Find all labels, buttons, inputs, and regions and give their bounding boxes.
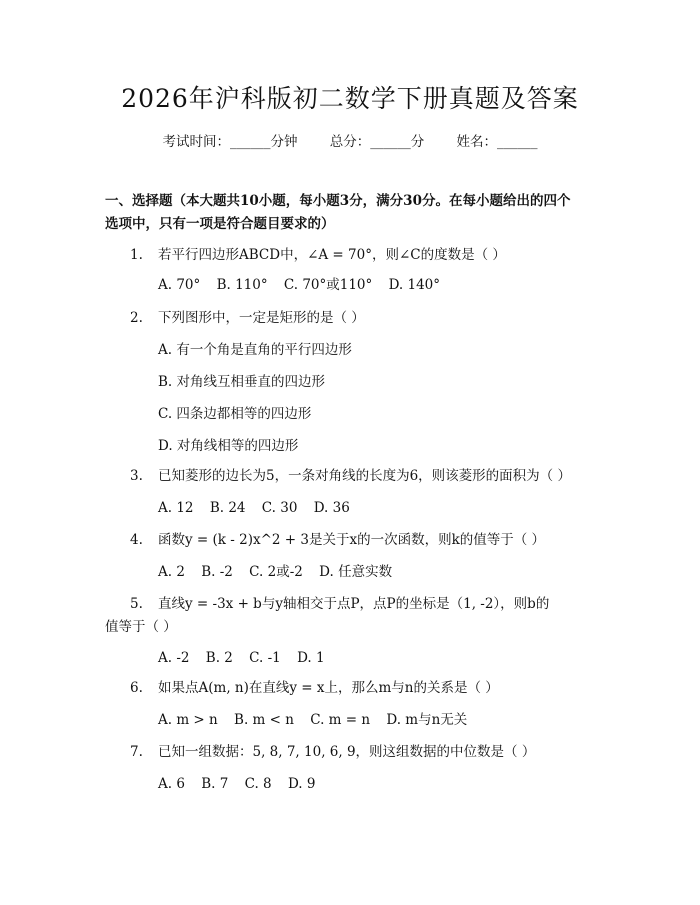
option-b: B. 24	[209, 500, 246, 516]
question-text: 下列图形中，一定是矩形的是（ ）	[158, 310, 365, 326]
option-c: C. 8	[244, 776, 272, 792]
option-c: C. 30	[261, 500, 298, 516]
exam-info	[0, 132, 700, 152]
option-b: B. 7	[201, 776, 229, 792]
option-a: A. 有一个角是直角的平行四边形	[158, 342, 352, 358]
question-1	[130, 244, 600, 267]
option-b: B. 对角线互相垂直的四边形	[158, 374, 326, 390]
question-5	[130, 593, 600, 616]
question-number: 6.	[130, 680, 143, 696]
question-number: 7.	[130, 744, 143, 760]
option-c: C. 70°或110°	[283, 277, 373, 293]
option-b: B. 110°	[216, 277, 268, 293]
question-text: 函数y = (k - 2)x^2 + 3是关于x的一次函数，则k的值等于（ ）	[158, 532, 546, 548]
question-3	[130, 465, 600, 488]
option-d: D. 任意实数	[319, 564, 393, 580]
option-b: B. -2	[201, 564, 233, 580]
question-2	[130, 307, 600, 330]
option-c: C. -1	[249, 650, 281, 666]
question-5-continued	[105, 616, 605, 639]
question-1-options	[158, 274, 598, 296]
document-title: 2026年沪科版初二数学下册真题及答案	[121, 84, 579, 113]
option-a: A. 12	[158, 500, 194, 516]
question-6-options	[158, 709, 598, 731]
question-number: 2.	[130, 310, 143, 326]
section-heading	[105, 190, 605, 236]
question-text: 如果点A(m, n)在直线y = x上，那么m与n的关系是（ ）	[158, 680, 499, 696]
option-c: C. m = n	[310, 712, 371, 728]
option-d: D. 9	[287, 776, 316, 792]
question-number: 1.	[130, 247, 143, 263]
option-c: C. 四条边都相等的四边形	[158, 406, 312, 422]
option-a: A. m > n	[158, 712, 218, 728]
question-text-line-1: 直线y = -3x + b与y轴相交于点P，点P的坐标是（1, -2），则b的	[158, 596, 550, 612]
option-c: C. 2或-2	[249, 564, 303, 580]
question-5-options	[158, 647, 598, 669]
option-a: A. 6	[158, 776, 185, 792]
question-3-options	[158, 497, 598, 519]
option-a: A. 70°	[158, 277, 201, 293]
question-number: 4.	[130, 532, 143, 548]
question-6	[130, 677, 600, 700]
question-7-options	[158, 773, 598, 795]
question-text-line-2: 值等于（ ）	[105, 619, 177, 635]
option-d: D. m与n无关	[386, 712, 468, 728]
exam-time-field: 考试时间：______分钟	[162, 134, 298, 150]
option-d: D. 140°	[388, 277, 441, 293]
option-b: B. 2	[205, 650, 233, 666]
question-7	[130, 741, 600, 764]
question-4	[130, 529, 600, 552]
option-b: B. m < n	[234, 712, 294, 728]
option-a: A. 2	[158, 564, 185, 580]
total-score-field: 总分：______分	[329, 134, 425, 150]
question-number: 5.	[130, 596, 143, 612]
question-text: 若平行四边形ABCD中，∠A = 70°，则∠C的度数是（ ）	[158, 247, 506, 263]
section-heading-line-1: 一、选择题（本大题共10小题，每小题3分，满分30分。在每小题给出的四个	[105, 193, 571, 209]
student-name-field: 姓名：______	[456, 134, 538, 150]
question-4-options	[158, 561, 598, 583]
question-number: 3.	[130, 468, 143, 484]
option-d: D. 1	[297, 650, 325, 666]
question-text: 已知菱形的边长为5，一条对角线的长度为6，则该菱形的面积为（ ）	[158, 468, 571, 484]
section-heading-line-2: 选项中，只有一项是符合题目要求的）	[105, 216, 335, 232]
question-text: 已知一组数据：5, 8, 7, 10, 6, 9，则这组数据的中位数是（ ）	[158, 744, 536, 760]
option-d: D. 对角线相等的四边形	[158, 438, 299, 454]
option-a: A. -2	[158, 650, 190, 666]
option-d: D. 36	[313, 500, 350, 516]
